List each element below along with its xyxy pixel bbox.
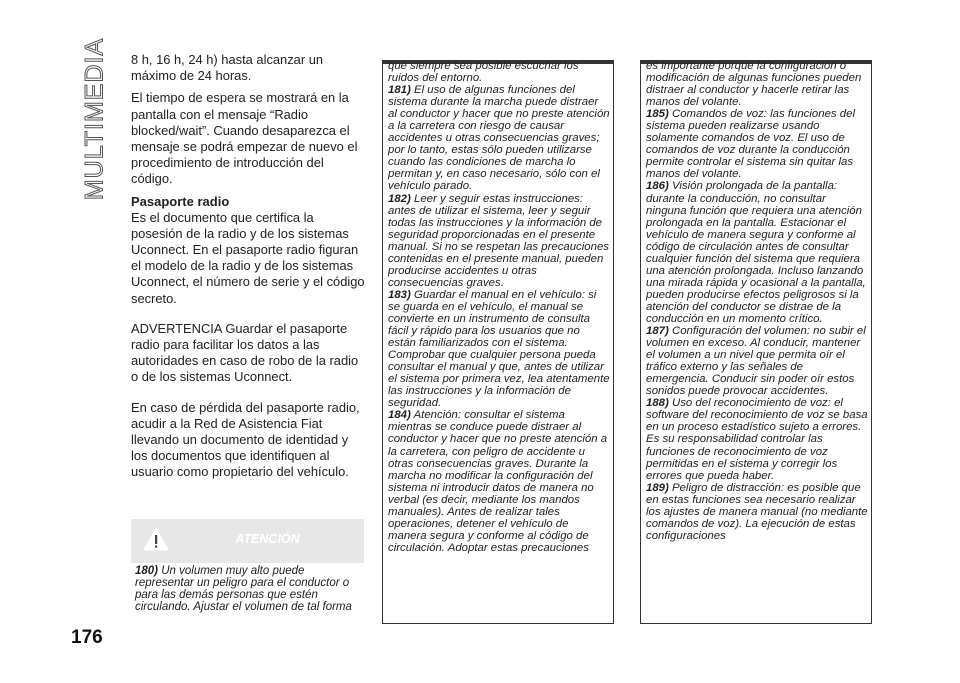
note-text: El uso de algunas funciones del sistema durante la marcha puede distraer al conductor y hacer que no preste atención a la carretera con riesgo de causar accidentes u otras consecuencias graves; por lo tanto, estas sólo pueden utilizarse cuando las condiciones de marcha lo permitan y, en caso necesario, sólo con el vehículo parado. <box>388 84 610 193</box>
note-text: Leer y seguir estas instrucciones: antes de utilizar el sistema, leer y seguir todas las instrucciones y la información de seguridad proporcionadas en el presente manual. Si no se respetan las precauciones contenidas en el presente manual, pueden producirse accidentes u otras consecuencias graves. <box>388 192 609 289</box>
note-number: 184) <box>388 409 411 422</box>
note-number: 186) <box>646 180 669 193</box>
note-text: Un volumen muy alto puede representar un peligro para el conductor o para las demás personas que estén circulando. Ajustar el volumen de tal forma <box>135 565 352 613</box>
note-continuation: que siempre sea posible escuchar los ruidos del entorno. <box>388 60 579 85</box>
paragraph: En caso de pérdida del pasaporte radio, acudir a la Red de Asistencia Fiat llevando un documento de identidad y los documentos que identifiquen al usuario como propietario del vehículo. <box>131 399 360 480</box>
note-text: Atención: consultar el sistema mientras se conduce puede distraer al conductor y hacer que no preste atención a la carretera, con peligro de accidente u otras consecuencias graves. Durante la marcha no modificar la configuración del sistema ni introducir datos de manera no verbal (es decir, mediante los mandos manuales). Antes de realizar tales operaciones, detener el vehículo de manera segura y conforme al código de circulación. Adoptar estas precauciones <box>388 409 608 554</box>
notes-column-2 <box>640 60 872 624</box>
warning-box <box>131 519 364 622</box>
section-heading: Pasaporte radio <box>131 193 230 209</box>
section-title-text: MULTIMEDIA <box>80 37 109 201</box>
note-text: Comandos de voz: las funciones del sistema pueden realizarse usando solamente comandos de voz. El uso de comandos de voz durante la conducción permite controlar el sistema sin quitar las manos del volante. <box>646 108 855 181</box>
note-item <box>646 325 868 397</box>
note-text: Guardar el manual en el vehículo: si se guarda en el vehículo, el manual se convierte en un instrumento de consulta fácil y rápido para los usuarios que no están familiarizados con el sistema. Comprobar que cualquier persona pueda consultar el manual y que, antes de utilizar el sistema por primera vez, lea atentamente las instrucciones y la información de seguridad. <box>388 288 610 410</box>
warning-header <box>131 519 364 559</box>
page-number: 176 <box>71 627 103 648</box>
note-text: Peligro de distracción: es posible que en estas funciones sea necesario realizar los ajustes de manera manual (no mediante comandos de voz). La ejecución de estas configuraciones <box>646 481 868 542</box>
warning-title: ATENCIÓN <box>235 532 300 546</box>
note-continuation: es importante porque la configuración o modificación de algunas funciones pueden distraer al conductor y hacerle retirar las manos del volante. <box>646 60 862 109</box>
paragraph: Es el documento que certifica la posesión de la radio y de los sistemas Uconnect. En el pasaporte radio figuran el modelo de la radio y de los sistemas Uconnect, el número de serie y el código secreto. <box>131 209 365 306</box>
note-text: Visión prolongada de la pantalla: durante la conducción, no consultar ninguna función que requiera una atención prolongada en la pantalla. Estacionar el vehículo de manera segura y conforme al código de circulación antes de consultar cualquier función del sistema que requiera una atención prolongada. Incluso lanzando una mirada rápida y ocasional a la pantalla, pueden producirse efectos peligrosos si la atención del conductor se distrae de la conducción en un momento crítico. <box>646 180 866 325</box>
note-item <box>646 180 868 325</box>
note-item <box>646 482 868 542</box>
note-item <box>388 193 610 289</box>
section-title <box>80 37 110 201</box>
note-item <box>646 397 868 481</box>
note-number: 189) <box>646 481 669 494</box>
note-number: 180) <box>135 565 159 577</box>
paragraph: ADVERTENCIA Guardar el pasaporte radio para facilitar los datos a las autoridades en caso de robo de la radio o de los sistemas Uconnect. <box>131 320 359 385</box>
note-number: 183) <box>388 288 411 301</box>
note-item <box>388 289 610 409</box>
warning-body <box>131 563 364 622</box>
note-item <box>646 108 868 180</box>
paragraph: El tiempo de espera se mostrará en la pantalla con el mensaje “Radio blocked/wait”. Cuando desaparezca el mensaje se podrá empezar de nuevo el procedimiento de introducción del código. <box>131 90 358 187</box>
note-number: 182) <box>388 192 411 205</box>
main-column <box>131 52 367 487</box>
notes-column-1 <box>382 60 614 624</box>
paragraph: 8 h, 16 h, 24 h) hasta alcanzar un máximo de 24 horas. <box>131 52 324 84</box>
note-number: 187) <box>646 325 669 338</box>
note-item <box>388 84 610 192</box>
note-text: Uso del reconocimiento de voz: el software del reconocimiento de voz se basa en un proceso estadístico sujeto a errores. Es su responsabilidad controlar las funciones de reconocimiento de voz permitidas en el sistema y corregir los errores que pueda haber. <box>646 397 868 482</box>
note-text: Configuración del volumen: no subir el volumen en exceso. Al conducir, mantener el volumen a un nivel que permita oír el tráfico externo y las señales de emergencia. Conducir sin poder oír estos sonidos puede provocar accidentes. <box>646 325 866 398</box>
note-item <box>388 409 610 554</box>
note-number: 185) <box>646 108 669 121</box>
note-number: 188) <box>646 397 669 410</box>
note-number: 181) <box>388 84 411 97</box>
